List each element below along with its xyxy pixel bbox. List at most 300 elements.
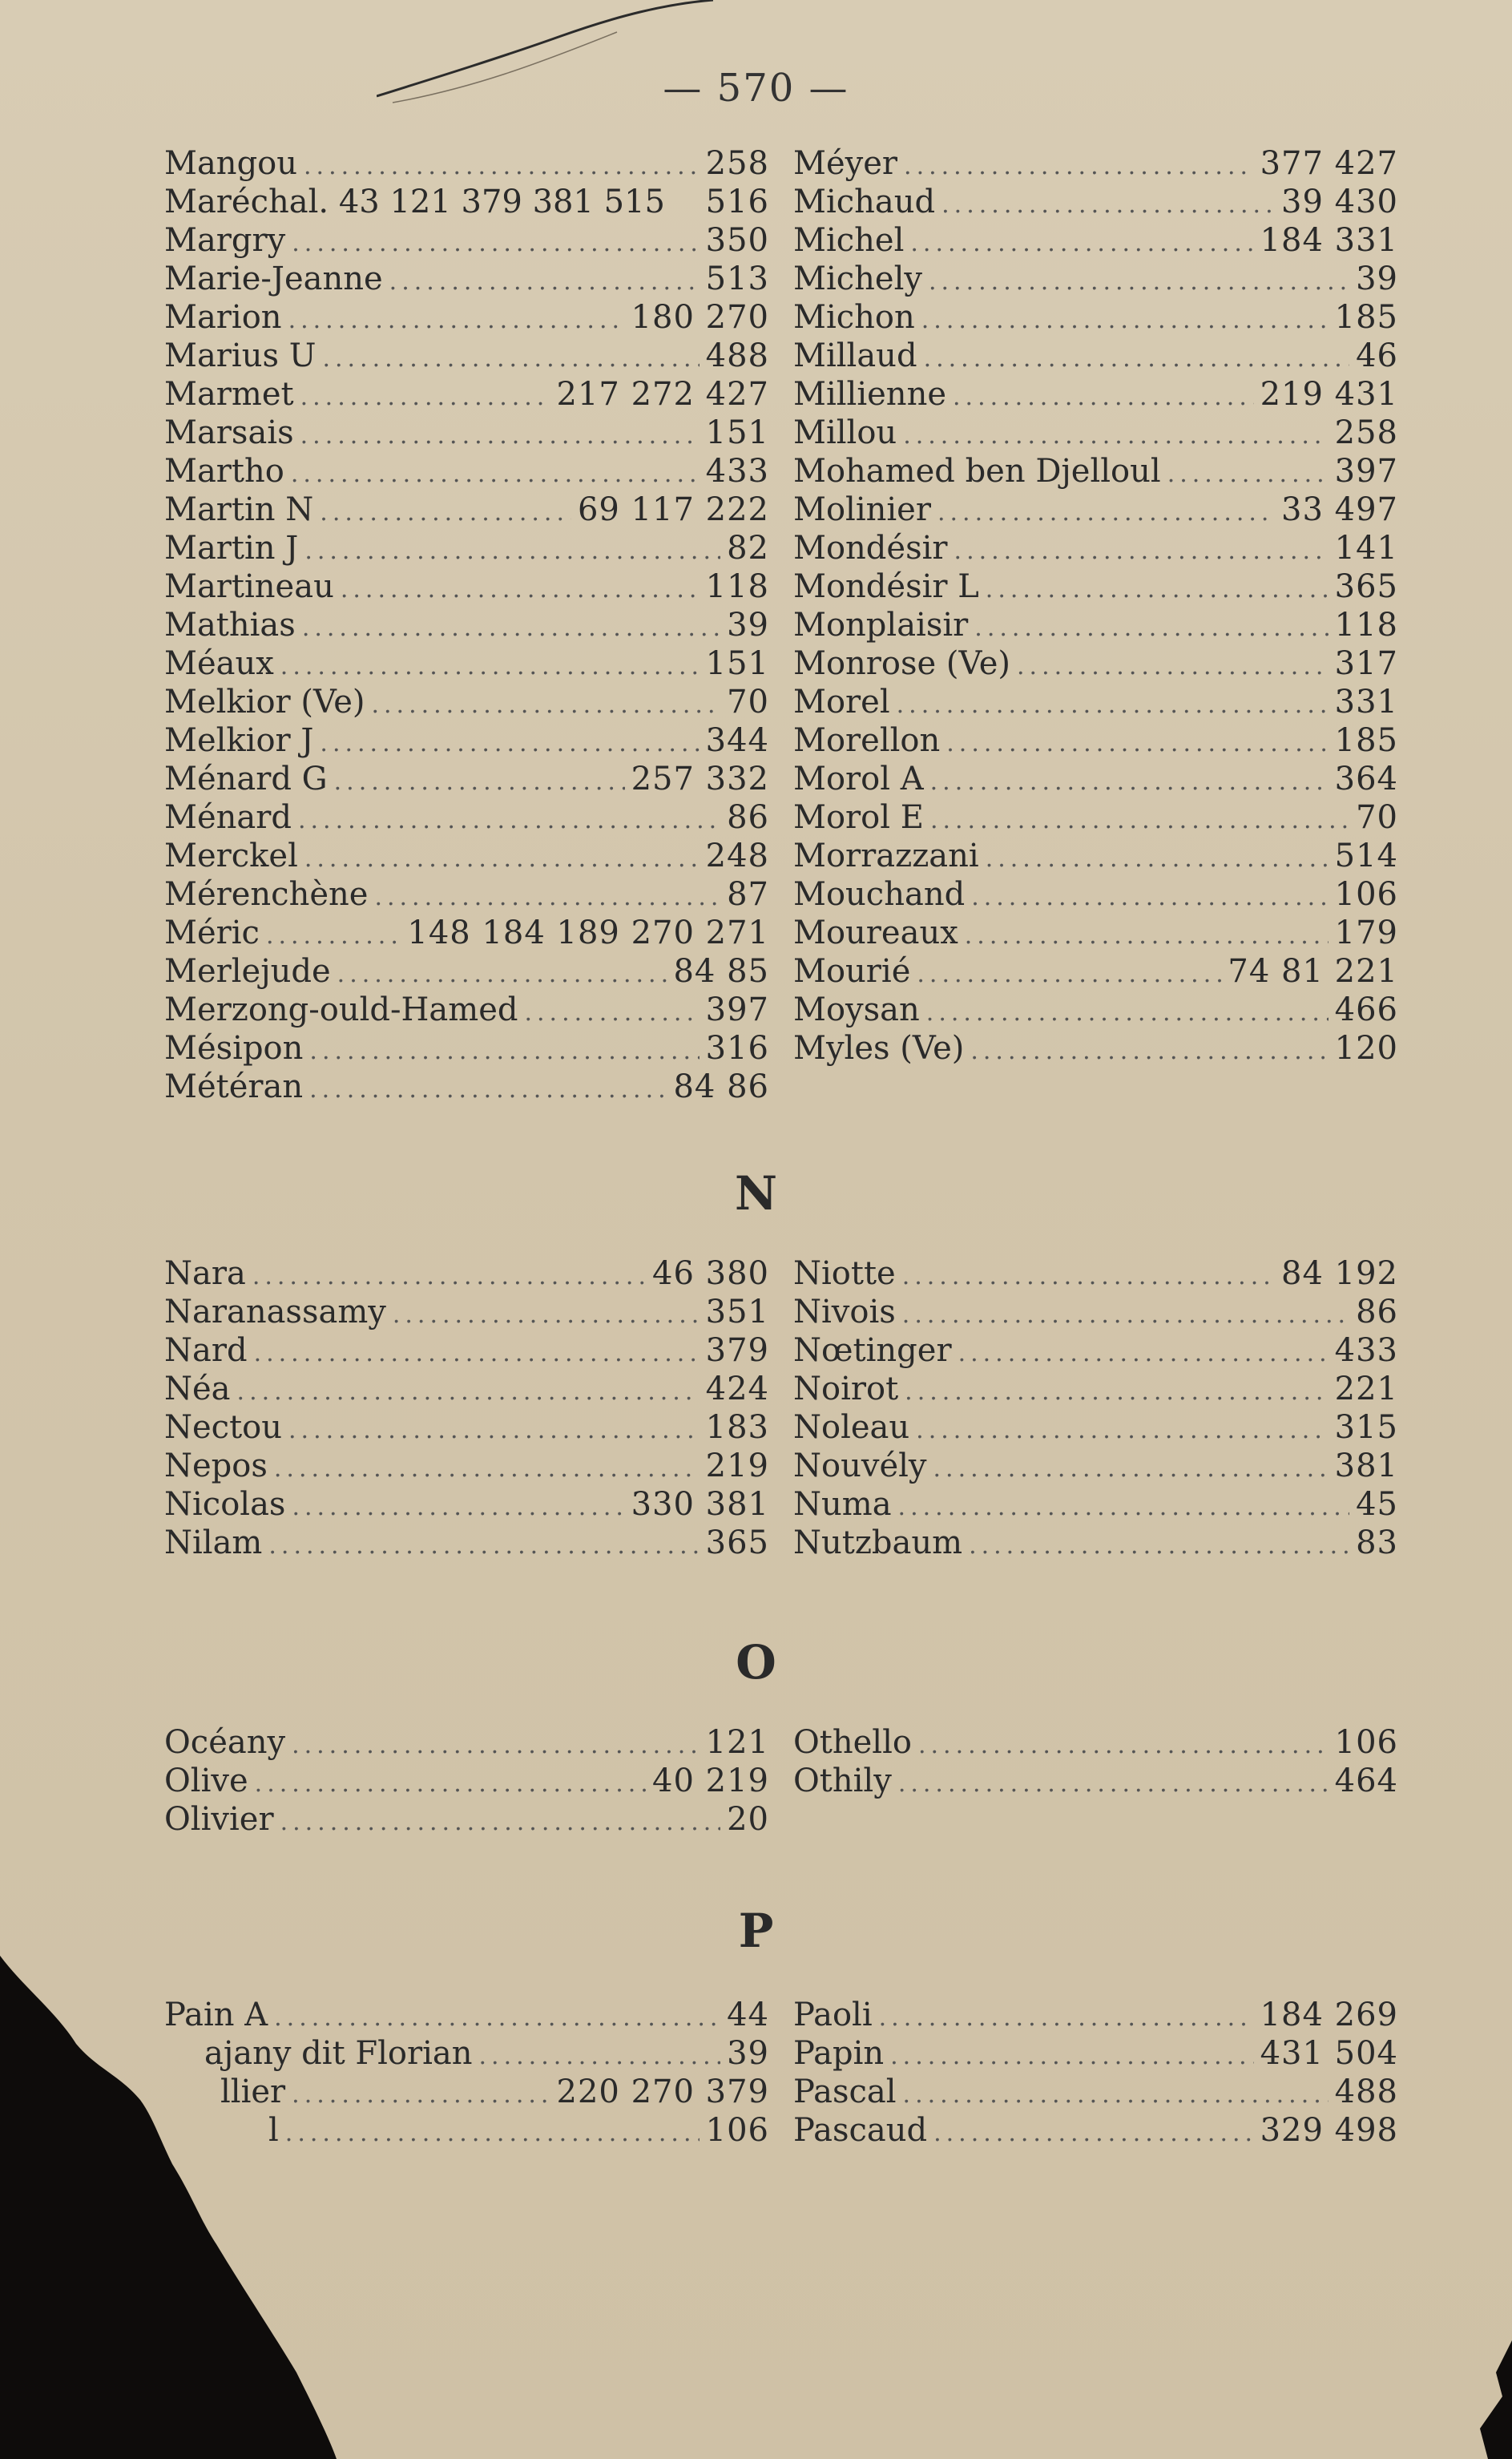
index-entry: [793, 1485, 1398, 1524]
entry-pages: 33 497: [1281, 491, 1398, 528]
index-entry: [793, 1447, 1398, 1485]
index-entry: [164, 567, 769, 606]
leader-dots: [897, 686, 1329, 725]
index-entry: [793, 144, 1398, 183]
entry-name: Pascaud: [793, 2112, 928, 2149]
leader-dots: [274, 1999, 720, 2037]
leader-dots: [937, 494, 1275, 532]
leader-dots: [304, 840, 700, 878]
leader-dots: [1017, 648, 1329, 686]
entry-pages: 217 272 427: [556, 376, 769, 413]
index-entry: [164, 1723, 769, 1762]
leader-dots: [930, 801, 1349, 840]
leader-dots: [320, 725, 699, 763]
index-entry: [793, 721, 1398, 760]
leader-dots: [910, 224, 1253, 263]
entry-pages: 106: [705, 2112, 769, 2149]
entry-pages: 377 427: [1260, 145, 1398, 182]
index-entry: [793, 1370, 1398, 1408]
index-entry: [793, 1331, 1398, 1370]
entry-name: Noirot: [793, 1371, 899, 1407]
leader-dots: [879, 1999, 1254, 2037]
index-entry: [164, 875, 769, 914]
index-entry: [793, 375, 1398, 414]
leader-dots: [266, 917, 401, 955]
entry-pages: 397: [705, 991, 769, 1028]
entry-pages: 397: [1334, 453, 1398, 490]
leader-dots: [268, 1527, 699, 1565]
leader-dots: [371, 686, 720, 725]
entry-pages: 39: [1356, 260, 1398, 297]
entry-pages: 316: [705, 1030, 769, 1067]
entry-name: Michaud: [793, 184, 936, 220]
index-entry: [793, 221, 1398, 260]
leader-dots: [280, 648, 700, 686]
entry-pages: 424: [705, 1371, 769, 1407]
index-entry: [793, 298, 1398, 337]
entry-name: Merlejude: [164, 953, 331, 990]
entry-pages: 516: [705, 184, 769, 220]
entry-name: Mangou: [164, 145, 298, 182]
entry-pages: 86: [727, 799, 769, 836]
entry-name: Mourié: [793, 953, 911, 990]
leader-dots: [930, 763, 1329, 801]
index-entry: [164, 644, 769, 683]
leader-dots: [917, 955, 1221, 994]
entry-pages: 70: [1356, 799, 1398, 836]
entry-name: Martin J: [164, 530, 299, 567]
entry-pages: 84 192: [1281, 1255, 1398, 1292]
entry-name: Nutzbaum: [793, 1524, 963, 1561]
leader-dots: [237, 1373, 700, 1411]
entry-pages: 329 498: [1260, 2112, 1398, 2149]
entry-pages: 148 184 189 270 271: [407, 915, 769, 951]
entry-name: Morol E: [793, 799, 924, 836]
entry-pages: 121: [705, 1724, 769, 1761]
entry-name: Morol A: [793, 761, 924, 797]
leader-dots: [292, 224, 699, 263]
entry-pages: 365: [1334, 568, 1398, 605]
entry-pages: 221: [1334, 1371, 1398, 1407]
entry-name: Moureaux: [793, 915, 958, 951]
leader-dots: [902, 1258, 1275, 1296]
leader-dots: [274, 1450, 700, 1488]
entry-name: Maréchal. 43 121 379 381 515: [164, 184, 665, 220]
entry-name: Merzong-ould-Hamed: [164, 991, 518, 1028]
entry-pages: 184 331: [1260, 222, 1398, 259]
entry-name: Mondésir L: [793, 568, 979, 605]
index-entry: [793, 875, 1398, 914]
entry-name: Martineau: [164, 568, 334, 605]
entry-name: Moysan: [793, 991, 920, 1028]
leader-dots: [304, 532, 720, 571]
entry-pages: 379: [705, 1332, 769, 1369]
index-entry: [164, 414, 769, 452]
leader-dots: [916, 1411, 1328, 1450]
entry-name: Morellon: [793, 722, 941, 759]
entry-name: Naranassamy: [164, 1294, 386, 1330]
index-entry: [164, 1408, 769, 1447]
entry-pages: 433: [705, 453, 769, 490]
entry-name: Mondésir: [793, 530, 948, 567]
entry-name: Mathias: [164, 607, 296, 644]
index-entry: [164, 721, 769, 760]
leader-dots: [974, 609, 1328, 648]
entry-name: Melkior J: [164, 722, 314, 759]
entry-pages: 83: [1356, 1524, 1398, 1561]
index-entry: [164, 1029, 769, 1068]
index-entry: [793, 760, 1398, 798]
entry-name: Océany: [164, 1724, 286, 1761]
entry-pages: 39: [727, 2035, 769, 2072]
leader-dots: [292, 1488, 624, 1527]
entry-name: Olive: [164, 1762, 248, 1799]
entry-name: Nœtinger: [793, 1332, 952, 1369]
entry-pages: 40 219: [652, 1762, 769, 1799]
index-entry: [164, 1254, 769, 1293]
leader-dots: [926, 994, 1329, 1032]
leader-dots: [334, 763, 625, 801]
entry-pages: 185: [1334, 299, 1398, 336]
entry-name: Météran: [164, 1068, 304, 1105]
index-entry: [793, 1029, 1398, 1068]
entry-pages: 351: [705, 1294, 769, 1330]
page-number: — 570 —: [663, 66, 849, 111]
entry-name: Morrazzani: [793, 838, 979, 874]
entry-pages: 118: [705, 568, 769, 605]
entry-pages: 317: [1334, 645, 1398, 682]
entry-name: Molinier: [793, 491, 931, 528]
leader-dots: [965, 917, 1329, 955]
index-entry: [793, 414, 1398, 452]
leader-dots: [941, 186, 1275, 224]
entry-pages: 488: [705, 337, 769, 374]
entry-name: Noleau: [793, 1409, 910, 1446]
index-entry: [793, 914, 1398, 952]
index-entry: [164, 452, 769, 491]
entry-pages: 20: [727, 1801, 769, 1838]
entry-pages: 46: [1356, 337, 1398, 374]
entry-name: Nepos: [164, 1448, 268, 1484]
index-entry: [164, 1524, 769, 1562]
index-entry: [164, 491, 769, 529]
entry-name: Marie-Jeanne: [164, 260, 383, 297]
leader-dots: [890, 2037, 1253, 2076]
entry-pages: 179: [1334, 915, 1398, 951]
section-n-left-column: [164, 1254, 769, 1562]
entry-pages: 331: [1334, 684, 1398, 721]
leader-dots: [902, 1296, 1349, 1334]
entry-name: Marius U: [164, 337, 317, 374]
entry-name: Martin N: [164, 491, 314, 528]
entry-pages: 248: [705, 838, 769, 874]
index-entry: [164, 337, 769, 375]
leader-dots: [933, 1450, 1329, 1488]
leader-dots: [946, 725, 1328, 763]
entry-pages: 466: [1334, 991, 1398, 1028]
entry-pages: 350: [705, 222, 769, 259]
leader-dots: [898, 1488, 1350, 1527]
leader-dots: [970, 1032, 1328, 1071]
index-entry: [793, 837, 1398, 875]
index-entry: [793, 1996, 1398, 2034]
index-entry: [164, 1800, 769, 1839]
leader-dots: [986, 840, 1329, 878]
leader-dots: [374, 878, 720, 917]
entry-pages: 106: [1334, 1724, 1398, 1761]
entry-name: Méric: [164, 915, 260, 951]
leader-dots: [254, 1334, 700, 1373]
entry-name: Michely: [793, 260, 922, 297]
entry-name: Millaud: [793, 337, 917, 374]
entry-name: Nouvély: [793, 1448, 927, 1484]
leader-dots: [302, 609, 720, 648]
section-heading-n: N: [734, 1166, 777, 1221]
entry-name: Méyer: [793, 145, 898, 182]
leader-dots: [300, 378, 550, 417]
leader-dots: [291, 455, 700, 494]
index-entry: [164, 952, 769, 991]
entry-pages: 219 431: [1260, 376, 1398, 413]
entry-name: Othily: [793, 1762, 892, 1799]
entry-pages: 364: [1334, 761, 1398, 797]
leader-dots: [958, 1334, 1329, 1373]
leader-dots: [389, 263, 700, 301]
index-entry: [164, 375, 769, 414]
index-entry: [164, 760, 769, 798]
entry-pages: 44: [727, 1997, 769, 2033]
entry-pages: 141: [1334, 530, 1398, 567]
entry-pages: 87: [727, 876, 769, 913]
entry-name: Mésipon: [164, 1030, 304, 1067]
entry-name: l: [268, 2112, 279, 2149]
section-o-right-column: [793, 1723, 1398, 1800]
index-entry: [793, 567, 1398, 606]
entry-name: Paoli: [793, 1997, 873, 2033]
entry-pages: 46 380: [652, 1255, 769, 1292]
index-entry: [793, 991, 1398, 1029]
entry-pages: 39: [727, 607, 769, 644]
leader-dots: [524, 994, 699, 1032]
entry-pages: 74 81 221: [1228, 953, 1398, 990]
leader-dots: [309, 1071, 667, 1109]
entry-name: Nilam: [164, 1524, 263, 1561]
leader-dots: [337, 955, 667, 994]
index-entry: [164, 221, 769, 260]
entry-pages: 84 85: [673, 953, 769, 990]
index-entry: [793, 183, 1398, 221]
index-entry: [164, 683, 769, 721]
entry-pages: 219: [705, 1448, 769, 1484]
entry-pages: 315: [1334, 1409, 1398, 1446]
entry-pages: 381: [1334, 1448, 1398, 1484]
index-entry: [793, 606, 1398, 644]
entry-name: Méaux: [164, 645, 274, 682]
leader-dots: [905, 1373, 1328, 1411]
section-m-right-column: [793, 144, 1398, 1068]
entry-name: Millienne: [793, 376, 946, 413]
index-entry: [164, 529, 769, 567]
index-entry: [793, 1723, 1398, 1762]
index-entry: [793, 644, 1398, 683]
entry-name: Néa: [164, 1371, 231, 1407]
torn-page-bottom-left: [0, 1956, 337, 2459]
leader-dots: [322, 340, 699, 378]
index-entry: [793, 337, 1398, 375]
index-entry: [164, 1331, 769, 1370]
entry-name: ajany dit Florian: [204, 2035, 473, 2072]
leader-dots: [921, 301, 1329, 340]
index-entry: [164, 991, 769, 1029]
index-entry: [793, 1293, 1398, 1331]
entry-name: Marmet: [164, 376, 294, 413]
index-entry: [793, 1408, 1398, 1447]
entry-name: Myles (Ve): [793, 1030, 965, 1067]
entry-name: Merckel: [164, 838, 298, 874]
entry-name: Nara: [164, 1255, 246, 1292]
entry-name: Millou: [793, 414, 897, 451]
entry-pages: 106: [1334, 876, 1398, 913]
index-entry: [793, 798, 1398, 837]
entry-pages: 344: [705, 722, 769, 759]
leader-dots: [918, 1726, 1329, 1765]
entry-name: Monplaisir: [793, 607, 969, 644]
entry-name: Michon: [793, 299, 915, 336]
entry-name: Nicolas: [164, 1486, 286, 1523]
leader-dots: [280, 1803, 721, 1842]
index-entry: [793, 2034, 1398, 2073]
leader-dots: [969, 1527, 1349, 1565]
entry-name: Papin: [793, 2035, 885, 2072]
entry-name: Martho: [164, 453, 284, 490]
entry-name: Othello: [793, 1724, 912, 1761]
index-entry: [164, 298, 769, 337]
leader-dots: [904, 147, 1254, 186]
leader-dots: [255, 1765, 646, 1803]
leader-dots: [292, 1726, 700, 1765]
entry-pages: 185: [1334, 722, 1398, 759]
index-entry: [793, 1254, 1398, 1293]
leader-dots: [903, 417, 1328, 455]
leader-dots: [252, 1258, 646, 1296]
index-entry: [793, 683, 1398, 721]
section-heading-p: P: [738, 1904, 774, 1958]
index-entry: [793, 1762, 1398, 1800]
index-entry: [164, 260, 769, 298]
entry-name: Michel: [793, 222, 905, 259]
entry-name: Olivier: [164, 1801, 274, 1838]
index-entry: [793, 491, 1398, 529]
leader-dots: [300, 417, 700, 455]
entry-name: Nectou: [164, 1409, 282, 1446]
entry-pages: 488: [1334, 2073, 1398, 2110]
leader-dots: [288, 301, 625, 340]
leader-dots: [953, 378, 1254, 417]
entry-pages: 433: [1334, 1332, 1398, 1369]
entry-pages: 184 269: [1260, 1997, 1398, 2033]
entry-pages: 86: [1356, 1294, 1398, 1330]
index-entry: [164, 1447, 769, 1485]
entry-pages: 120: [1334, 1030, 1398, 1067]
torn-page-bottom-right: [1472, 2340, 1512, 2459]
leader-dots: [954, 532, 1329, 571]
index-entry: [793, 1524, 1398, 1562]
leader-dots: [288, 1411, 700, 1450]
entry-name: Niotte: [793, 1255, 896, 1292]
entry-pages: 330 381: [631, 1486, 769, 1523]
entry-name: llier: [220, 2073, 286, 2110]
leader-dots: [304, 147, 700, 186]
index-entry: [164, 1485, 769, 1524]
entry-name: Mohamed ben Djelloul: [793, 453, 1161, 490]
entry-pages: 183: [705, 1409, 769, 1446]
entry-pages: 431 504: [1260, 2035, 1398, 2072]
index-entry: [164, 837, 769, 875]
index-entry: [164, 1370, 769, 1408]
leader-dots: [971, 878, 1328, 917]
index-entry: [793, 2111, 1398, 2150]
index-entry: [793, 952, 1398, 991]
leader-dots: [393, 1296, 700, 1334]
index-entry: [793, 2073, 1398, 2111]
entry-pages: 118: [1334, 607, 1398, 644]
entry-pages: 70: [727, 684, 769, 721]
entry-name: Melkior (Ve): [164, 684, 365, 721]
entry-pages: 69 117 222: [577, 491, 769, 528]
entry-name: Marsais: [164, 414, 294, 451]
leader-dots: [924, 340, 1350, 378]
entry-name: Mouchand: [793, 876, 966, 913]
entry-name: Marion: [164, 299, 282, 336]
entry-pages: 84 86: [673, 1068, 769, 1105]
leader-dots: [1167, 455, 1329, 494]
leader-dots: [986, 571, 1329, 609]
entry-pages: 220 270 379: [556, 2073, 769, 2110]
entry-pages: 151: [705, 645, 769, 682]
index-entry: [793, 529, 1398, 567]
entry-name: Monrose (Ve): [793, 645, 1011, 682]
section-n-right-column: [793, 1254, 1398, 1562]
entry-pages: 365: [705, 1524, 769, 1561]
entry-name: Ménard G: [164, 761, 328, 797]
index-entry: [164, 1068, 769, 1106]
entry-name: Morel: [793, 684, 890, 721]
entry-pages: 82: [727, 530, 769, 567]
leader-dots: [341, 571, 700, 609]
index-entry: [164, 606, 769, 644]
leader-dots: [285, 2114, 700, 2153]
index-entry: [164, 1762, 769, 1800]
entry-pages: 513: [705, 260, 769, 297]
entry-pages: 258: [1334, 414, 1398, 451]
leader-dots: [298, 801, 720, 840]
leader-dots: [903, 2076, 1329, 2114]
entry-pages: 180 270: [631, 299, 769, 336]
entry-pages: 464: [1334, 1762, 1398, 1799]
leader-dots: [309, 1032, 699, 1071]
entry-pages: 257 332: [631, 761, 769, 797]
entry-name: Nivois: [793, 1294, 896, 1330]
entry-name: Pascal: [793, 2073, 897, 2110]
entry-name: Mérenchène: [164, 876, 369, 913]
leader-dots: [898, 1765, 1329, 1803]
index-entry: [793, 260, 1398, 298]
index-entry: [793, 452, 1398, 491]
index-entry: [164, 914, 769, 952]
entry-pages: 39 430: [1281, 184, 1398, 220]
entry-name: Pain A: [164, 1997, 268, 2033]
index-entry: [164, 798, 769, 837]
